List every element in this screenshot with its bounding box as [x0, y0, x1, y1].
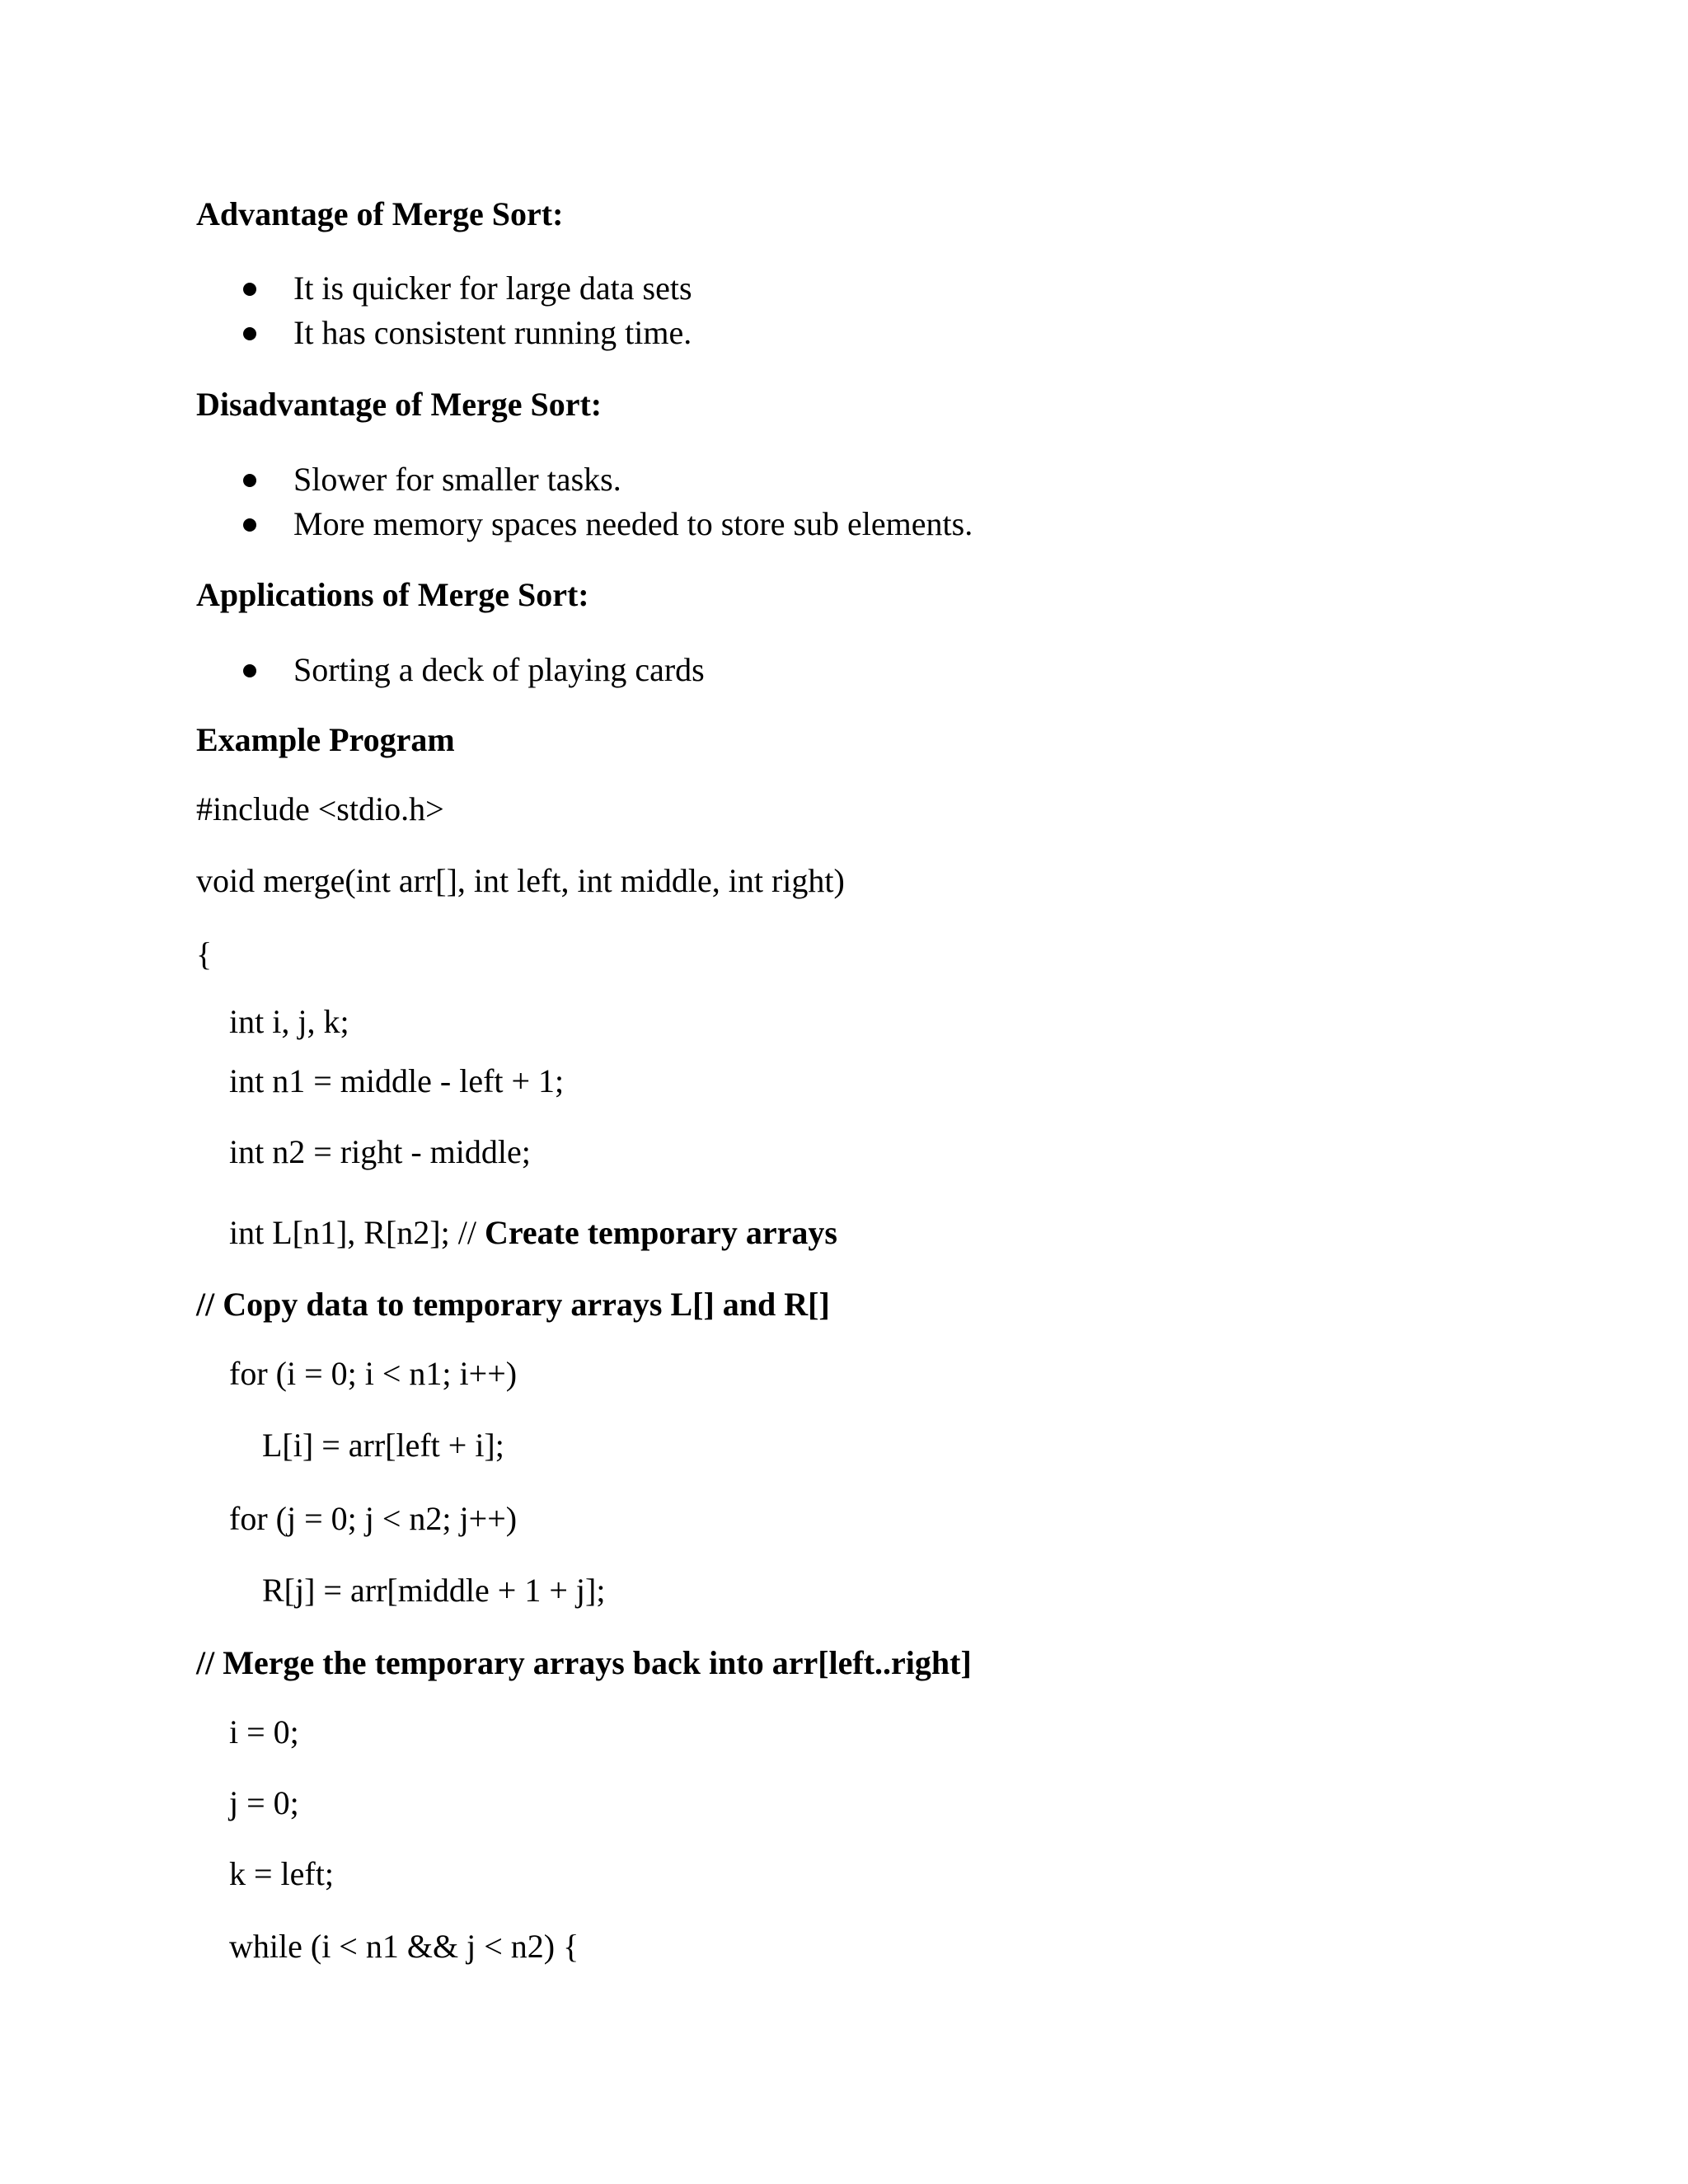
code-decl-ijk: int i, j, k;	[229, 1003, 349, 1040]
advantage-item-2: It has consistent running time.	[293, 314, 692, 351]
code-for-j: for (j = 0; j < n2; j++)	[229, 1500, 518, 1537]
code-for-i: for (i = 0; i < n1; i++)	[229, 1355, 518, 1392]
code-comment-merge: // Merge the temporary arrays back into arr[left..right]	[196, 1644, 972, 1681]
bullet-icon	[243, 664, 256, 677]
code-comment-copy: // Copy data to temporary arrays L[] and R[]	[196, 1286, 830, 1323]
applications-heading: Applications of Merge Sort:	[196, 576, 589, 613]
code-decl-n2: int n2 = right - middle;	[229, 1133, 531, 1170]
code-init-i: i = 0;	[229, 1713, 299, 1750]
disadvantage-item-2: More memory spaces needed to store sub elements.	[293, 505, 973, 542]
code-open-brace: {	[196, 935, 213, 972]
applications-item-1: Sorting a deck of playing cards	[293, 651, 705, 688]
code-while-loop: while (i < n1 && j < n2) {	[229, 1928, 579, 1965]
code-decl-arrays-text: int L[n1], R[n2]; //	[229, 1214, 485, 1251]
disadvantage-item-1: Slower for smaller tasks.	[293, 461, 621, 498]
code-decl-arrays	[229, 1213, 837, 1253]
code-init-j: j = 0;	[229, 1784, 299, 1821]
bullet-icon	[243, 327, 256, 340]
bullet-icon	[243, 283, 256, 296]
code-include: #include <stdio.h>	[196, 790, 444, 827]
advantage-heading: Advantage of Merge Sort:	[196, 195, 564, 232]
disadvantage-heading: Disadvantage of Merge Sort:	[196, 386, 603, 423]
code-assign-L: L[i] = arr[left + i];	[262, 1427, 504, 1464]
code-assign-R: R[j] = arr[middle + 1 + j];	[262, 1572, 606, 1609]
code-init-k: k = left;	[229, 1855, 334, 1892]
code-decl-arrays-comment: Create temporary arrays	[484, 1214, 837, 1251]
bullet-icon	[243, 518, 256, 532]
advantage-item-1: It is quicker for large data sets	[293, 269, 692, 307]
bullet-icon	[243, 474, 256, 487]
code-decl-n1: int n1 = middle - left + 1;	[229, 1062, 565, 1099]
example-heading: Example Program	[196, 721, 455, 758]
code-signature: void merge(int arr[], int left, int middle, int right)	[196, 862, 845, 899]
